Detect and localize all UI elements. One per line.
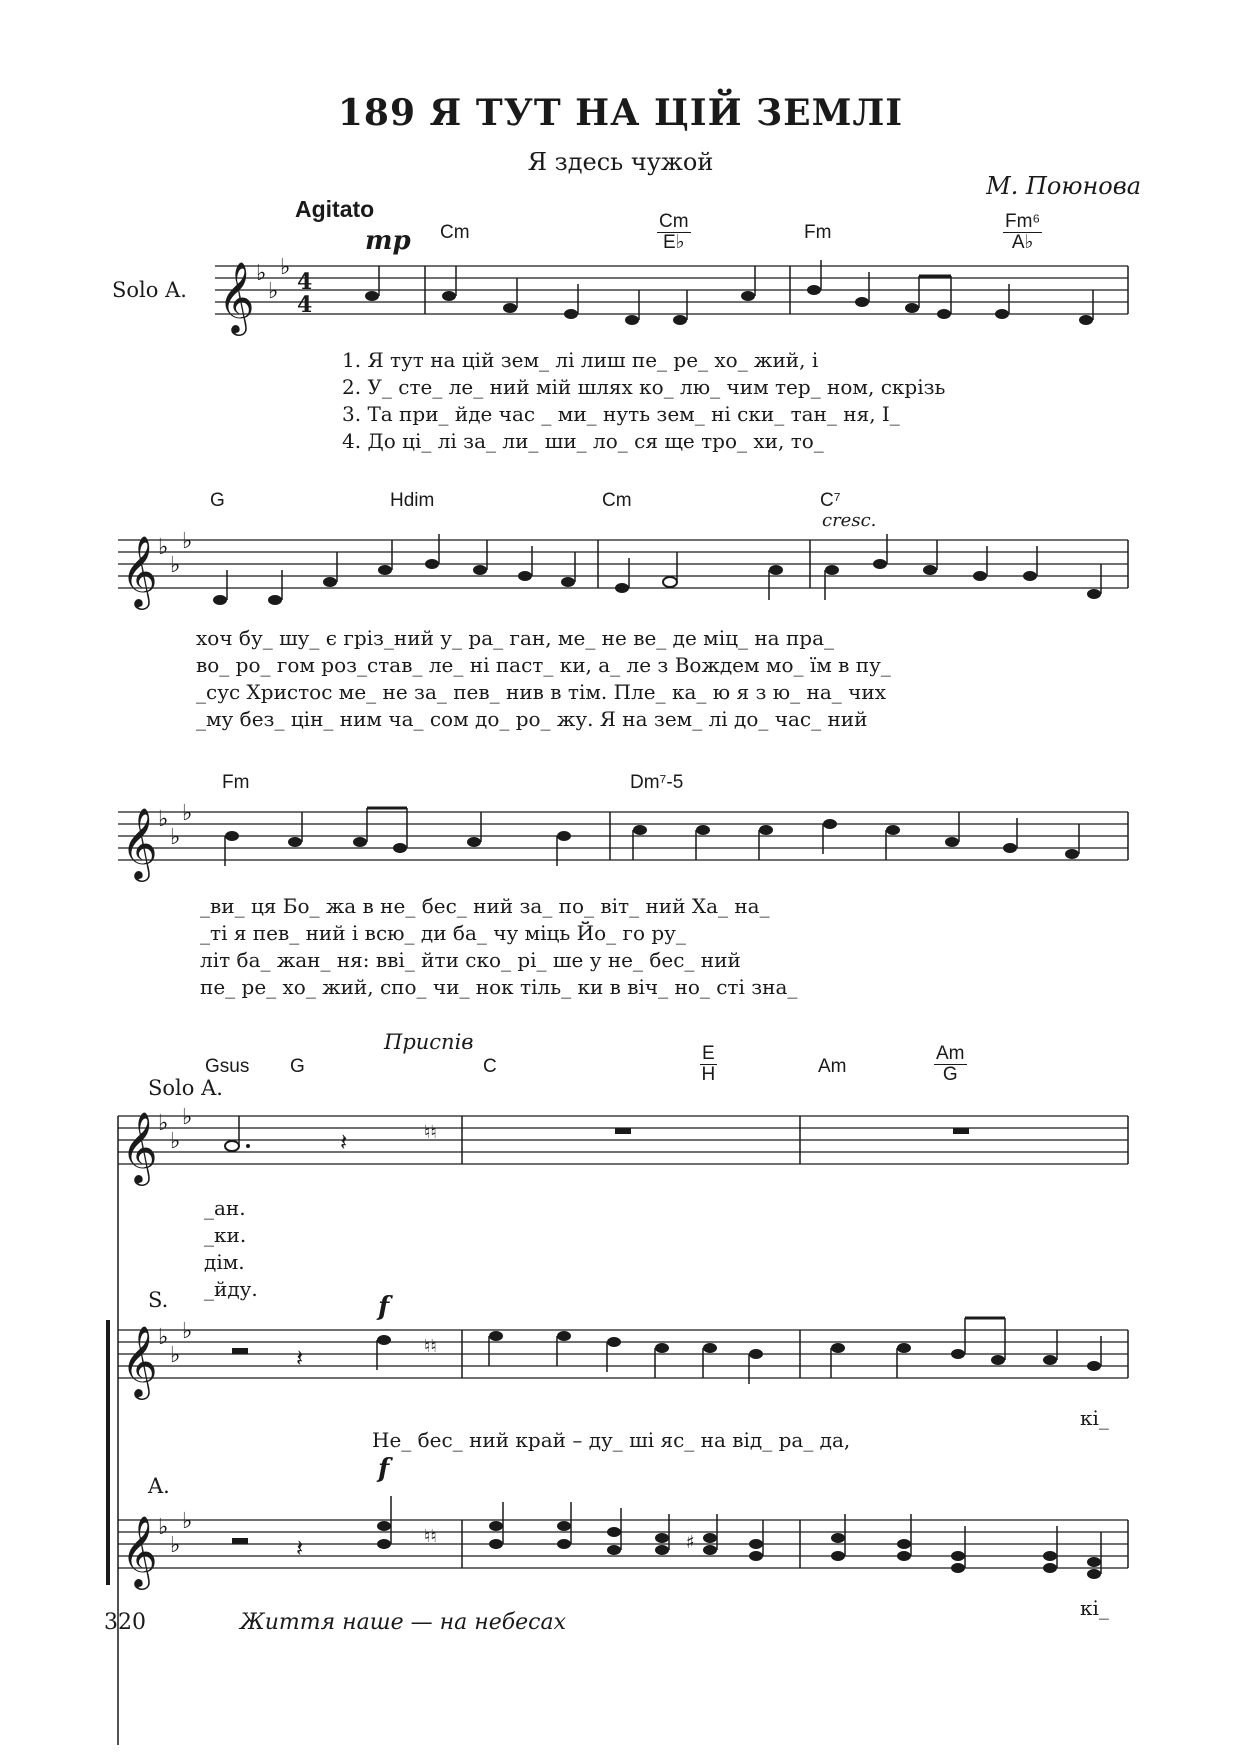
- hymn-title: 189 Я ТУТ НА ЦІЙ ЗЕМЛІ: [337, 92, 904, 134]
- lyric-line-chorus: Не_ бес_ ний край – ду_ ші яс_ на від_ ра_ да,: [372, 1428, 851, 1452]
- flat-icon: ♭: [158, 1111, 169, 1136]
- natural-icon: ♮♮: [424, 1526, 437, 1547]
- lyric-line-verse-3: дім.: [204, 1250, 245, 1274]
- flat-icon: ♭: [182, 801, 193, 826]
- lyric-line-verse-4: _йду.: [204, 1277, 258, 1301]
- lyric-line-verse-2: во_ ро_ гом роз_став_ ле_ ні паст_ ки, а_ ле з Вождем мо_ їм в пу_: [196, 653, 891, 677]
- whole-rest-icon: [615, 1128, 631, 1134]
- chord-symbol: C⁷: [820, 490, 841, 511]
- staff-system-3: [118, 801, 1128, 882]
- dynamic-f: f: [378, 1454, 390, 1484]
- flat-icon: ♭: [170, 1533, 181, 1558]
- flat-icon: ♭: [158, 1515, 169, 1540]
- lyric-line-verse-1: _ви_ ця Бо_ жа в не_ бес_ ний за_ по_ віт_ ний Ха_ на_: [200, 894, 770, 918]
- flat-icon: ♭: [256, 261, 267, 286]
- chord-symbol: Cm: [602, 490, 632, 511]
- natural-icon: ♮♮: [424, 1122, 437, 1143]
- voice-label-soprano: S.: [148, 1288, 169, 1312]
- chord-symbol: Gsus: [205, 1056, 250, 1077]
- lyric-syllable: кі_: [1080, 1406, 1109, 1430]
- chord-symbol: Am: [818, 1056, 847, 1077]
- lyric-line-verse-2: 2. У_ сте_ ле_ ний мій шлях ко_ лю_ чим тер_ ном, скрізь: [342, 375, 946, 399]
- time-signature: 4: [297, 269, 313, 295]
- chord-symbol: C: [483, 1056, 497, 1077]
- rest-icon: 𝄽: [296, 1344, 304, 1372]
- chord-symbol-slash: $\frac{\text{Fm⁶}}{A♭}$: [1005, 211, 1041, 253]
- lyric-line-verse-4: пе_ ре_ хо_ жий, спо_ чи_ нок тіль_ ки в віч_ но_ сті зна_: [200, 975, 798, 999]
- lyric-line-verse-1: _ан.: [204, 1196, 246, 1220]
- treble-clef-icon: 𝄞: [121, 1110, 158, 1183]
- lyric-line-verse-4: _му без_ цін_ ним ча_ сом до_ ро_ жу. Я на зем_ лі до_ час_ ний: [196, 707, 868, 731]
- chord-symbol: Hdim: [390, 490, 435, 511]
- staff-system-2: [118, 529, 1128, 610]
- whole-rest-icon: [953, 1128, 969, 1134]
- lyric-line-verse-3: _сус Христос ме_ не за_ пев_ нив в тім. Пле_ ка_ ю я з ю_ на_ чих: [196, 680, 886, 704]
- voice-label-alto: A.: [148, 1474, 170, 1498]
- lyric-syllable: кі_: [1080, 1596, 1109, 1620]
- chord-symbol: Cm: [440, 222, 470, 243]
- staff-system-4-alto: [118, 1496, 1128, 1590]
- tempo-marking: Agitato: [295, 196, 375, 222]
- flat-icon: ♭: [182, 1105, 193, 1130]
- chord-symbol-slash: $\frac{Am}{G}$: [936, 1043, 965, 1085]
- sharp-icon: ♯: [686, 1532, 695, 1553]
- flat-icon: ♭: [170, 825, 181, 850]
- voice-label-solo: Solo A.: [148, 1076, 223, 1100]
- flat-icon: ♭: [182, 529, 193, 554]
- flat-icon: ♭: [170, 1129, 181, 1154]
- flat-icon: ♭: [158, 1325, 169, 1350]
- rest-icon: 𝄽: [296, 1534, 304, 1562]
- flat-icon: ♭: [170, 553, 181, 578]
- treble-clef-icon: 𝄞: [121, 1514, 158, 1587]
- hymn-subtitle: Я здесь чужой: [527, 148, 714, 176]
- book-title: Життя наше — на небесах: [240, 1610, 567, 1635]
- chord-symbol: Fm: [222, 772, 250, 793]
- rest-icon: 𝄽: [340, 1128, 348, 1156]
- lyric-line-verse-2: _ки.: [204, 1223, 247, 1247]
- chord-symbol: Fm: [804, 222, 832, 243]
- lyric-line-verse-4: 4. До ці_ лі за_ ли_ ши_ ло_ ся ще тро_ хи, то_: [342, 429, 824, 453]
- chord-symbol: Dm⁷-5: [630, 772, 684, 793]
- treble-clef-icon: 𝄞: [121, 806, 158, 879]
- treble-clef-icon: 𝄞: [121, 534, 158, 607]
- flat-icon: ♭: [158, 807, 169, 832]
- flat-icon: ♭: [268, 279, 279, 304]
- half-rest-icon: [232, 1538, 248, 1544]
- lyric-line-verse-3: 3. Та при_ йде час _ ми_ нуть зем_ ні ски_ тан_ ня, І_: [342, 402, 900, 426]
- chord-symbol-slash: $\frac{E}{H}$: [701, 1043, 716, 1085]
- flat-icon: ♭: [280, 255, 291, 280]
- lyric-line-verse-3: літ ба_ жан_ ня: вві_ йти ско_ рі_ ше у не_ бес_ ний: [200, 948, 741, 972]
- dynamic-f: f: [378, 1292, 390, 1322]
- flat-icon: ♭: [182, 1319, 193, 1344]
- voice-label-solo: Solo A.: [112, 278, 187, 302]
- lyric-line-verse-2: _ті я пев_ ний і всю_ ди ба_ чу міць Йо_ го ру_: [200, 921, 686, 945]
- chord-symbol: G: [210, 490, 225, 511]
- dynamic-cresc: cresc.: [822, 510, 877, 531]
- flat-icon: ♭: [182, 1509, 193, 1534]
- chorus-label: Приспів: [384, 1030, 474, 1054]
- lyric-line-verse-1: 1. Я тут на цій зем_ лі лиш пе_ ре_ хо_ жий, і: [342, 348, 819, 372]
- treble-clef-icon: 𝄞: [218, 260, 255, 333]
- natural-icon: ♮♮: [424, 1336, 437, 1357]
- staff-system-4-solo: [118, 1105, 1128, 1745]
- time-signature: 4: [297, 292, 313, 318]
- composer-name: М. Поюнова: [986, 172, 1141, 200]
- staff-system-1: [215, 255, 1128, 336]
- treble-clef-icon: 𝄞: [121, 1324, 158, 1397]
- flat-icon: ♭: [158, 535, 169, 560]
- page-number: 320: [104, 1610, 146, 1635]
- chord-symbol: G: [290, 1056, 305, 1077]
- dynamic-mp: mp: [365, 226, 411, 256]
- lyric-line-verse-1: хоч бу_ шу_ є гріз_ний у_ ра_ ган, ме_ не ве_ де міц_ на пра_: [196, 626, 835, 650]
- chord-symbol-slash: $\frac{Cm}{E♭}$: [659, 211, 689, 253]
- flat-icon: ♭: [170, 1343, 181, 1368]
- half-rest-icon: [232, 1348, 248, 1354]
